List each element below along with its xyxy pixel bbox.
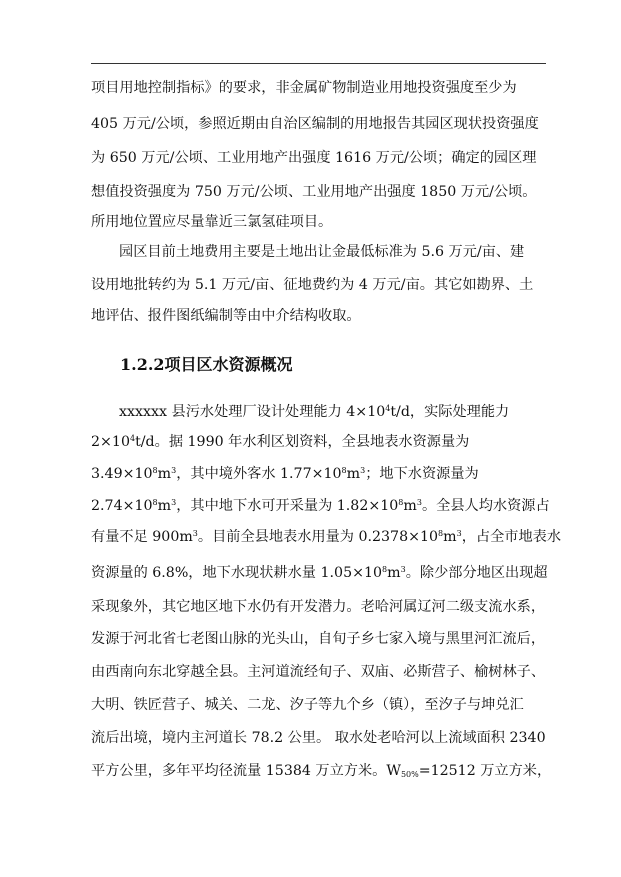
paragraph-line: 设用地批转约为 5.1 万元/亩、征地费约为 4 万元/亩。其它如勘界、土 <box>91 277 534 293</box>
paragraph-line: 资源量的 6.8%，地下水现状耕水量 $1.05\times 10^8m^3$。除少部分地区出现超 <box>91 565 548 581</box>
paragraph-line: 园区目前土地费用主要是土地出让金最低标准为 5.6 万元/亩、建 <box>119 244 525 260</box>
paragraph-line: $2.74\times 10^8m^3$，其中地下水可开采量为 $1.82\times 10^8m^3$。全县人均水资源占 <box>91 498 550 514</box>
paragraph-line: 项目用地控制指标》的要求，非金属矿物制造业用地投资强度至少为 <box>91 80 517 96</box>
paragraph-line: $3.49\times 10^8m^3$，其中境外客水 $1.77\times 10^8m^3$；地下水资源量为 <box>91 466 479 482</box>
paragraph-line: 平方公里，多年平均径流量 15384 万立方米。$W_{50\%}=12512$ 万立方米， <box>91 763 552 779</box>
paragraph-line: 大明、铁匠营子、城关、二龙、汐子等九个乡（镇），至汐子与坤兑汇 <box>91 697 524 713</box>
paragraph-line: 所用地位置应尽量靠近三氯氢硅项目。 <box>91 214 333 230</box>
header-rule <box>91 63 546 64</box>
paragraph-line: 流后出境，境内主河道长 78.2 公里。 取水处老哈河以上流域面积 2340 <box>91 730 546 746</box>
paragraph-line: 由西南向东北穿越全县。主河道流经旬子、双庙、必斯营子、榆树林子、 <box>91 664 546 680</box>
paragraph-line: 为 650 万元/公顷、工业用地产出强度 1616 万元/公顷；确定的园区理 <box>91 150 537 166</box>
section-heading: 1.2.2项目区水资源概况 <box>120 355 293 374</box>
paragraph-line: 采现象外，其它地区地下水仍有开发潜力。老哈河属辽河二级支流水系， <box>91 599 546 615</box>
paragraph-line: 发源于河北省七老图山脉的光头山，自旬子乡七家入境与黑里河汇流后， <box>91 631 546 647</box>
paragraph-line: 有量不足 $900m^3$。目前全县地表水用量为 $0.2378\times 10^8m^3$，占全市地表水 <box>91 529 562 545</box>
paragraph-line: 地评估、报件图纸编制等由中介结构收取。 <box>91 308 361 324</box>
paragraph-line: $2\times 10^4t/d$。据 1990 年水利区划资料，全县地表水资源量为 <box>91 434 470 450</box>
paragraph-line: 想值投资强度为 750 万元/公顷、工业用地产出强度 1850 万元/公顷。 <box>91 184 537 200</box>
paragraph-line: 405 万元/公顷，参照近期由自治区编制的用地报告其园区现状投资强度 <box>91 116 539 132</box>
paragraph-line: xxxxxx 县污水处理厂设计处理能力 $4\times 10^4t/d$，实际处理能力 <box>119 404 510 420</box>
